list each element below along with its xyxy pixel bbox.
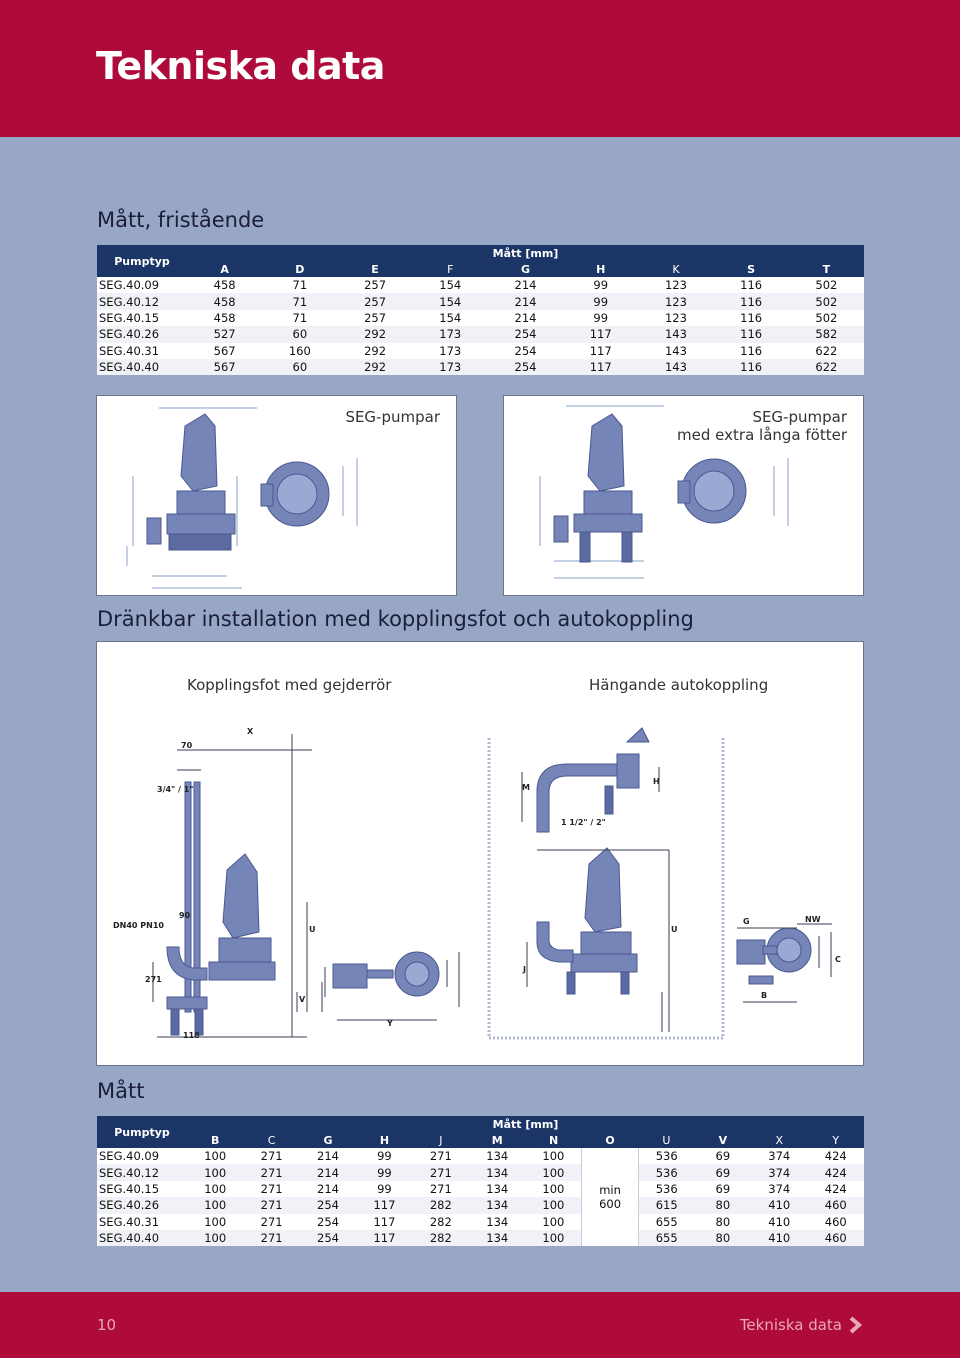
table-cell: 282 xyxy=(413,1230,469,1246)
table-row xyxy=(97,1164,864,1180)
table-cell: 123 xyxy=(638,310,713,326)
table-cell: 536 xyxy=(638,1148,694,1164)
pump-type-cell: SEG.40.15 xyxy=(97,310,187,326)
table-cell: 254 xyxy=(488,359,563,375)
dim-g: G xyxy=(743,917,750,926)
table-cell: 254 xyxy=(300,1230,356,1246)
column-header: H xyxy=(356,1132,412,1148)
table-cell: 655 xyxy=(638,1214,694,1230)
table-cell: 271 xyxy=(243,1181,299,1197)
table-cell: 100 xyxy=(187,1148,243,1164)
table-cell: 271 xyxy=(243,1197,299,1213)
table-cell: 143 xyxy=(638,359,713,375)
dim-118: 118 xyxy=(183,1031,200,1040)
diagram-panel-seg-pumps xyxy=(96,395,457,596)
table-row xyxy=(97,1148,864,1164)
table-cell: 160 xyxy=(262,343,337,359)
dim-three-quarter: 3/4" / 1" xyxy=(157,785,194,794)
table-cell: 214 xyxy=(300,1164,356,1180)
pump-type-cell: SEG.40.31 xyxy=(97,343,187,359)
column-header: K xyxy=(638,261,713,277)
matt-group-header-2: Mått [mm] xyxy=(187,1116,864,1132)
table-cell: 460 xyxy=(807,1197,864,1213)
table-cell: 582 xyxy=(789,326,864,342)
table-cell: 123 xyxy=(638,293,713,309)
table-cell: 214 xyxy=(300,1181,356,1197)
panel-label-hanging-coupling: Hängande autokoppling xyxy=(589,676,769,694)
table-cell: 536 xyxy=(638,1181,694,1197)
table-cell: 424 xyxy=(807,1164,864,1180)
table-cell: 116 xyxy=(714,310,789,326)
panel-label-seg-pumps: SEG-pumpar xyxy=(345,408,440,426)
table-cell: 567 xyxy=(187,343,262,359)
dim-271: 271 xyxy=(145,975,162,984)
table-cell: 271 xyxy=(413,1148,469,1164)
table-cell: 123 xyxy=(638,277,713,293)
table-cell: 100 xyxy=(187,1230,243,1246)
table-cell: 99 xyxy=(356,1181,412,1197)
column-header: N xyxy=(525,1132,581,1148)
table-cell: 271 xyxy=(413,1164,469,1180)
table-cell: 134 xyxy=(469,1148,525,1164)
table-cell: 71 xyxy=(262,293,337,309)
table-cell: 154 xyxy=(413,293,488,309)
table-cell: 134 xyxy=(469,1214,525,1230)
table-cell: 116 xyxy=(714,277,789,293)
table-cell: 143 xyxy=(638,326,713,342)
table-cell: 99 xyxy=(356,1164,412,1180)
section-title-dimensions: Mått xyxy=(97,1079,145,1103)
table-cell: 410 xyxy=(751,1197,807,1213)
column-header: D xyxy=(262,261,337,277)
table-cell: 254 xyxy=(300,1214,356,1230)
table-row xyxy=(97,343,864,359)
table-cell: 257 xyxy=(337,277,412,293)
dim-c: C xyxy=(835,955,841,964)
page-header xyxy=(0,0,960,137)
dim-y: Y xyxy=(387,1019,393,1028)
table-cell: 116 xyxy=(714,326,789,342)
table-cell: 254 xyxy=(300,1197,356,1213)
pump-type-cell: SEG.40.40 xyxy=(97,359,187,375)
column-header: X xyxy=(751,1132,807,1148)
table-cell: 615 xyxy=(638,1197,694,1213)
table-cell: 117 xyxy=(356,1197,412,1213)
section-title-submersible: Dränkbar installation med kopplingsfot och autokoppling xyxy=(97,607,694,631)
dim-nw: NW xyxy=(805,915,821,924)
table-cell: 154 xyxy=(413,277,488,293)
table-cell: 271 xyxy=(243,1164,299,1180)
table-cell: 134 xyxy=(469,1230,525,1246)
pump-drawing-standard xyxy=(97,396,458,597)
table-cell: 410 xyxy=(751,1230,807,1246)
table-cell: 116 xyxy=(714,343,789,359)
pump-type-cell: SEG.40.26 xyxy=(97,326,187,342)
table-cell: 254 xyxy=(488,326,563,342)
diagram-panel-seg-long-feet xyxy=(503,395,864,596)
table-cell: 257 xyxy=(337,293,412,309)
table-cell: 100 xyxy=(525,1181,581,1197)
column-header: H xyxy=(563,261,638,277)
table-cell: 292 xyxy=(337,359,412,375)
table-cell: 71 xyxy=(262,277,337,293)
table-cell: 214 xyxy=(488,277,563,293)
table-cell: 117 xyxy=(356,1214,412,1230)
table-cell: 134 xyxy=(469,1164,525,1180)
dim-1-half: 1 1/2" / 2" xyxy=(561,818,606,827)
table-cell: 100 xyxy=(187,1214,243,1230)
table-cell: 100 xyxy=(525,1148,581,1164)
table-cell: 282 xyxy=(413,1197,469,1213)
column-header: G xyxy=(300,1132,356,1148)
table-cell: 117 xyxy=(563,359,638,375)
table-cell: 117 xyxy=(563,326,638,342)
table-cell: 374 xyxy=(751,1181,807,1197)
pump-type-cell: SEG.40.26 xyxy=(97,1197,187,1213)
table-cell: 655 xyxy=(638,1230,694,1246)
table-cell: 173 xyxy=(413,326,488,342)
table-cell: 100 xyxy=(187,1197,243,1213)
dim-70: 70 xyxy=(181,741,193,750)
table-cell: 271 xyxy=(413,1181,469,1197)
table-cell: 134 xyxy=(469,1197,525,1213)
dim-90: 90 xyxy=(179,911,191,920)
table-cell: 214 xyxy=(300,1148,356,1164)
table-cell: 173 xyxy=(413,343,488,359)
table-cell: 502 xyxy=(789,277,864,293)
table-cell: 100 xyxy=(187,1164,243,1180)
o-value-600: 600 xyxy=(599,1197,622,1212)
column-header: F xyxy=(413,261,488,277)
panel-label-coupling-foot: Kopplingsfot med gejderrör xyxy=(187,676,392,694)
table-cell: 80 xyxy=(695,1214,751,1230)
o-value-min: min xyxy=(599,1183,621,1198)
table-cell: 271 xyxy=(243,1214,299,1230)
table-cell: 154 xyxy=(413,310,488,326)
table-cell: 99 xyxy=(563,277,638,293)
table-cell: 134 xyxy=(469,1181,525,1197)
pumptyp-header: Pumptyp xyxy=(97,245,187,277)
table-cell: 254 xyxy=(488,343,563,359)
table-cell: 117 xyxy=(563,343,638,359)
dim-dn40: DN40 PN10 xyxy=(113,921,164,930)
pump-type-cell: SEG.40.40 xyxy=(97,1230,187,1246)
table-row xyxy=(97,1181,864,1197)
table-row xyxy=(97,359,864,375)
column-header: M xyxy=(469,1132,525,1148)
table-cell: 80 xyxy=(695,1197,751,1213)
table-cell: 143 xyxy=(638,343,713,359)
installation-dimensions-table xyxy=(97,1116,864,1246)
table-cell: 173 xyxy=(413,359,488,375)
table-cell: 536 xyxy=(638,1164,694,1180)
table-cell: 257 xyxy=(337,310,412,326)
o-merged-cell xyxy=(582,1148,638,1246)
chevron-right-icon xyxy=(848,1316,864,1334)
dim-v-left: V xyxy=(299,995,306,1004)
table-cell: 69 xyxy=(695,1164,751,1180)
dim-m: M xyxy=(522,783,530,792)
table-cell: 460 xyxy=(807,1214,864,1230)
table-cell: 374 xyxy=(751,1164,807,1180)
freestanding-dimensions-table xyxy=(97,245,864,375)
matt-group-header: Mått [mm] xyxy=(187,245,864,261)
column-header: O xyxy=(582,1132,638,1148)
column-header: Y xyxy=(807,1132,864,1148)
table-cell: 458 xyxy=(187,310,262,326)
table-cell: 117 xyxy=(356,1230,412,1246)
table-cell: 622 xyxy=(789,359,864,375)
table-cell: 100 xyxy=(525,1214,581,1230)
table-cell: 374 xyxy=(751,1148,807,1164)
table-cell: 99 xyxy=(563,293,638,309)
table-cell: 292 xyxy=(337,343,412,359)
table-cell: 116 xyxy=(714,359,789,375)
table-cell: 69 xyxy=(695,1181,751,1197)
dim-u-left: U xyxy=(309,925,316,934)
table-cell: 502 xyxy=(789,293,864,309)
table-cell: 116 xyxy=(714,293,789,309)
page-footer xyxy=(0,1292,960,1358)
pump-drawing-long-feet xyxy=(504,396,865,597)
table-cell: 424 xyxy=(807,1181,864,1197)
table-cell: 100 xyxy=(525,1164,581,1180)
diagram-panel-installation xyxy=(96,641,864,1066)
table-cell: 100 xyxy=(525,1230,581,1246)
table-cell: 424 xyxy=(807,1148,864,1164)
pump-type-cell: SEG.40.09 xyxy=(97,277,187,293)
table-cell: 460 xyxy=(807,1230,864,1246)
column-header: V xyxy=(695,1132,751,1148)
column-header: G xyxy=(488,261,563,277)
table-row xyxy=(97,326,864,342)
table-cell: 410 xyxy=(751,1214,807,1230)
table-cell: 502 xyxy=(789,310,864,326)
table-cell: 71 xyxy=(262,310,337,326)
table-cell: 100 xyxy=(187,1181,243,1197)
dim-j: J xyxy=(523,965,526,974)
column-header: E xyxy=(337,261,412,277)
table-cell: 271 xyxy=(243,1230,299,1246)
column-header: A xyxy=(187,261,262,277)
panel-label-long-feet: SEG-pumpar med extra långa fötter xyxy=(677,408,847,444)
dim-h: H xyxy=(653,777,660,786)
pump-type-cell: SEG.40.15 xyxy=(97,1181,187,1197)
section-title-freestanding: Mått, fristående xyxy=(97,208,265,232)
column-header: B xyxy=(187,1132,243,1148)
table-row xyxy=(97,277,864,293)
footer-section-link[interactable]: Tekniska data xyxy=(739,1316,842,1334)
table-cell: 622 xyxy=(789,343,864,359)
pump-type-cell: SEG.40.31 xyxy=(97,1214,187,1230)
table-row xyxy=(97,1197,864,1213)
pump-type-cell: SEG.40.12 xyxy=(97,293,187,309)
table-cell: 458 xyxy=(187,293,262,309)
table-cell: 282 xyxy=(413,1214,469,1230)
page-title: Tekniska data xyxy=(96,44,385,88)
page-number: 10 xyxy=(97,1316,117,1334)
table-cell: 100 xyxy=(525,1197,581,1213)
table-cell: 214 xyxy=(488,293,563,309)
table-cell: 567 xyxy=(187,359,262,375)
table-row xyxy=(97,1214,864,1230)
table-cell: 458 xyxy=(187,277,262,293)
table-row xyxy=(97,310,864,326)
column-header: J xyxy=(413,1132,469,1148)
table-row xyxy=(97,1230,864,1246)
table-cell: 99 xyxy=(563,310,638,326)
dim-b: B xyxy=(761,991,768,1000)
table-cell: 527 xyxy=(187,326,262,342)
table-cell: 80 xyxy=(695,1230,751,1246)
table-cell: 60 xyxy=(262,359,337,375)
table-cell: 214 xyxy=(488,310,563,326)
column-header: U xyxy=(638,1132,694,1148)
dim-u-right: U xyxy=(671,925,678,934)
table-cell: 60 xyxy=(262,326,337,342)
pumptyp-header-2: Pumptyp xyxy=(97,1116,187,1148)
column-header: C xyxy=(243,1132,299,1148)
table-cell: 99 xyxy=(356,1148,412,1164)
column-header: T xyxy=(789,261,864,277)
pump-type-cell: SEG.40.09 xyxy=(97,1148,187,1164)
table-cell: 271 xyxy=(243,1148,299,1164)
column-header: S xyxy=(714,261,789,277)
dim-x: X xyxy=(247,727,254,736)
pump-type-cell: SEG.40.12 xyxy=(97,1164,187,1180)
table-row xyxy=(97,293,864,309)
table-cell: 69 xyxy=(695,1148,751,1164)
table-cell: 292 xyxy=(337,326,412,342)
installation-drawing xyxy=(97,642,865,1067)
